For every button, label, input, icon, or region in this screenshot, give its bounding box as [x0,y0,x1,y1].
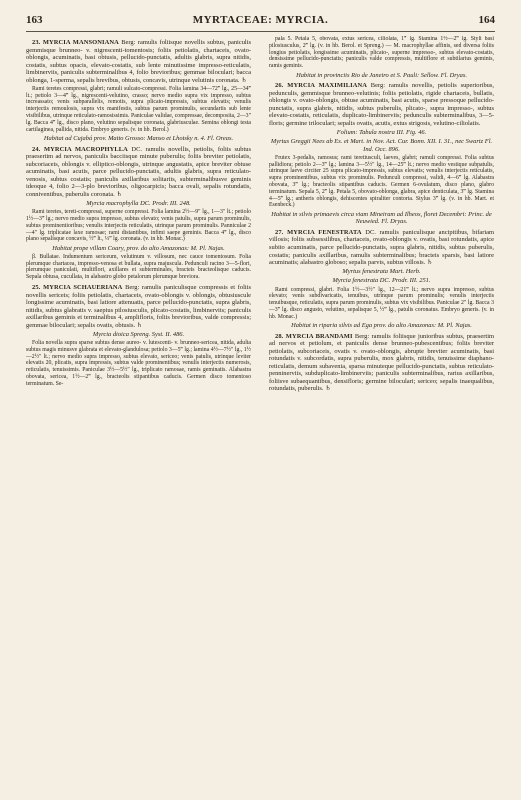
species-heading: 26. MYRCIA MAXIMILIANA [275,82,367,90]
paragraph-text: Rami teretes, tereti-compressi, superne compressi. Folia lamina 2½—9″ lg., 1—3″ lt.; petiolo 1½—3‴ lg.; nervo medio supra impresso, subtus elevato; venis patulis, supra parum prominulis, subtus prominentioribus; venulis interjectis reticulatis, utrinque parum prominulis. Panniculae 2—4″ lg. triplicatae laxe ramosae; rami distantibus, infimi saepe geminis. Bacca 4‴ lg., disco plano sepalisque concavis, ½‴ lt., ⅓‴ lg. coronata. (v. in hb. Monac.) [26,209,251,243]
paragraph-text: Frutex 3-pedalis, ramosus; rami teretiusculi, laeves, glabri; ramuli compressi. Folia subtus pallidiora; petiolo 2—3‴ lg.; lamina 3—5½″ lg., 14—25‴ lt.; nervo medio vestique subpatulis, utrinque laeve circiter 25 supra plicato-impressis, subtus elevatis; venulis interjectis reticulatis, supra prominentibus, subtus vix prominulis. Pedunculi compressi, validi, 4—6‴ lg. Alabastra obovata, 3‴ lg.; bracteolis stipantibus caducis. Germen 6-ovulatum, disco plano, glabro terminatum. Sepala 5, 2‴ lg. Petala 5, obovato-oblonga, glabra, apice denticulata, 3‴ lg. Stamina 4—5‴ lg.; antheris oblongis, dehiscentes spiraliter contorta. Stylus 3‴ lg. (v. in hb. Mart. et Esenbeck.) [269,154,494,209]
running-header [26,14,495,30]
left-paragraph [26,86,251,134]
right-paragraph [269,211,494,226]
page-number-right: 164 [478,14,495,26]
left-text-column [26,36,251,791]
right-paragraph [269,333,494,393]
right-text-column [269,36,494,791]
paragraph-text: Folium: Tabula nostra III. Fig. 46. [336,129,427,136]
species-heading: 27. MYRCIA FENESTRATA [275,228,362,236]
paragraph-text: Berg: ramulis novellis, petiolis superioribus, pedunculis, gemmisque brunneo-velutinis; foliis petiolatis, rigide chartaceis, bullatis, oblongis v. ovato-oblongis, obtuse acuminatis, basi acutis, sparse pressoque pellucido-punctatis, supra glabris, nitidis, subtus puberulis, plicato-, supra impresso-, subtus elevato-costatis, reticulatis, duplicato-limbinerviis; pedunculis subterminalibus, 3—5-floris; germine triloculari; sepalis ovatis, acutis, extus strigosis, velutino-ciliolatis. [269,82,494,127]
paragraph-text: Myrcia fenestrata DC. Prodr. III. 251. [332,277,431,285]
right-paragraph [269,268,494,276]
species-heading: 28. MYRCIA BRANDAMI [275,332,353,340]
paragraph-text: Myrcia macrophylla DC. Prodr. III. 248. [86,200,191,208]
right-paragraph [269,277,494,285]
left-paragraph [26,39,251,84]
right-paragraph [269,36,494,70]
paragraph-text: pala 5. Petala 5, obovata, extus sericea, ciliolata, 1‴ lg. Stamina 1½—2‴ lg. Styli basi pilosiusculus, 2‴ lg. (v. in hb. Berol. et Spreng.) — M. macrophyllae affinis, sed diversa foliis longius petiolatis, longissime acuminatis, plicato-, superne impresso-, subtus elevato-costatis, densissime pellucido-punctatis; paniculis valde compressis, multiflore et subtilarius geminis, ramis geminis. [269,36,494,70]
paragraph-text: DC. ramulis novellis, petiolis, foliis subtus praesertim ad nervos, paniculis bacciisque minute puberulis; foliis breviter petiolatis, subcoriaceis, oblongis v. elliptico-oblongis, utrinque angustatis, apice breviter obtuse acuminatis, basi acutis, parce pellucido-punctatis, adultis glabris, supra reticulato-venosis, subtus costatis; paniculis axillaribus solitariis, subterminalibusve geminis ideoque 4, folio 2—3-plo brevioribus, oligocarpicis; bacca ovali, sepalis rotundatis, conniventibus, puberulis coronata. ♄ [26,145,251,198]
right-paragraph [269,229,494,267]
left-paragraph [26,340,251,388]
paragraph-text: Rami compressi, glabri. Folia 1½—3½″ lg., 12—21‴ lt.; nervo supra impresso, subtus elevato; venis subdivaricatis, tenuibus, utrinque parum prominulis; venulis interjectis tenuibusque, reticulatis, supra parum prominulis, subtus vix visibilibus. Paniculae 2″ lg. Bacca 3—3‴ lg. disco angusto, velutino, sepalisque 5, ½‴ lg., patulis coronatus. Embryo generis. (v. in hb. Monac.) [269,286,494,320]
paragraph-text: Habitat in provinciis Rio de Janeiro et S. Pauli: Sellow. Fl. Dryas. [296,71,467,79]
paragraph-text: Habitat in silvis primaevis circa viam Mineiram ad Ilheos, floret Decembri: Princ. de Neuwied. Fl. Dryas. [271,210,492,226]
paragraph-text: Myrtus fenestrata Mart. Herb. [342,268,421,276]
left-paragraph [26,331,251,339]
right-paragraph [269,72,494,80]
paragraph-text: Berg: ramulis foliisque novellis subtus, paniculis gemmisque brunneo- v. nigrescenti-tomentosis; foliis petiolatis, chartaceis, ovato-oblongis, acuminatis, basi obtusis, pellucido-punctatis, adultis glabris, supra nitidis, costatis, subtus opacis, elevato-costatis, sub lente minutissime impresso-reticulatis, limbinerviis, paniculis subterminalibus 4, folio brevioribus; gemmae biloculari; bacca oblonga, 1-sperma, sepalis brevibus, obtusis, concavis, utrinque velutinis coronata. ♄ [26,39,251,84]
paragraph-text: Habitat prope villam Coary, prov. do alto Amazonas: M. Pl. Najas. [52,244,225,252]
left-paragraph [26,146,251,199]
paragraph-text: β. Bullatae. Indumentum sericeum, velutinum v. villosum, nec cauce tomentosum. Folia plerumque chartacea, impresso-venosa et bullata, supra majuscula. Pedunculi racino 3—5-flori, plerumque paniculati, multiflori, axillares et subterminales, bracteis bracteolisque caducis. Sepala obtusa, cucullata, in alabastro globo petalorum plerumque breviora. [26,253,251,281]
right-paragraph [269,129,494,137]
page-number-left: 163 [26,14,43,26]
left-paragraph [26,209,251,243]
paragraph-text: DC. ramulis paniculisque ancipitibus, bifariam villosis; foliis subsessilibus, chartaceis, ovato-oblongis v. ovatis, basi rotundatis, apice subito acuminatis, parce pellucido-punctatis, supra glabris, nitidis, subtus puberulis, costatis; paniculis axillaribus, ramulis subterminalibus; bracteis sparsis, basi latiore acuminatis; alabastro globoso; sepalis parvis, subtus villosis. ♄ [269,228,494,267]
paragraph-text: Berg: ramulis paniculisque compressis et foliis novellis sericeis; foliis petiolatis, chartaceis, ovato-oblongis v. oblongis, obtusiuscule longissime acuminatis, basi latiore attenuatis, parce pellucido-punctatis, supra glabris, nitidis, subtus glabratis v. saepius pilosiusculis, plicato-costatis, limbinerviis; paniculis axillaribus geminis et terminalibus 4, amplifloris, foliis brevioribus, valde compressis; gemmae biloculari; sepalis ovatis, obtusis. ♄ [26,284,251,329]
header-rule [26,31,495,32]
left-paragraph [26,284,251,329]
paragraph-text: Myrcia dioica Spreng. Syst. II. 486. [92,330,185,338]
left-paragraph [26,200,251,208]
left-paragraph [26,135,251,143]
paragraph-text: Rami teretes compressi, glabri; ramuli sulcato-compressi. Folia lamina 34—72‴ lg., 25—34‴ lt.; petiolo 3—4‴ lg., nigrescenti-velutino, crasso; nervo medio supra vix impresso, subtus increassato; venis subparallelis, remotis, supra plicato-impressis, subtus elevatis; venulis interjectis remoulosis, supra vix manifestis, subtus parum prominulis, secundariis sub lente visibilibus, utrinque reticulato-ramosissimis. Paniculae validae, compressae, decomposita, 2—3″ lg. Bacca 4‴ lg., disco plano, velutino sepalisque coronata, glabriusculae. Semina oblongi testa cartilaginea, pallida, nitida. Embryo generis. (v. in hb. Berol.) [26,85,251,133]
species-heading: 24. MYRCIA MACROPHYLLA [32,145,128,153]
right-paragraph [269,82,494,127]
species-heading: 25. MYRCIA SCHAUERIANA [32,284,123,292]
paragraph-text: Berg: ramulis foliisque junioribus subtus, praesertim ad nervos et petiolum, et paniculis dense brunneo-pubescentibus; foliis breviter petiolatis, subcoriaceis, ovatis v. ovato-oblongis, abrupte breviter acuminatis, basi rotundatis v. subcordatis, supra puberulis, mox glabris, nitidis, tenuissime diaphano-reticulatis, demum subavenia, sparsa minuteque pellucido-punctatis, subtus reticulato-penninerviis, subduplicato-limbinerviis; paniculis subterminalibus, rarius axillaribus, foliisve subaequantibus, densifloris; germine biloculari; sericeo; sepalis inaequalibus, rotundatis, puberulis. ♄ [269,332,494,393]
right-paragraph [269,138,494,153]
running-title: MYRTACEAE: MYRCIA. [192,14,329,26]
paragraph-text: Habitat ad Cujabá prov. Matto Grosso: Manso et Lhotsky n. 4. Fl. Oreas. [43,135,234,143]
left-paragraph [26,254,251,281]
species-heading: 23. MYRCIA MANSONIANA [32,39,119,46]
paragraph-text: Myrtus Greggii Nees ab Es. et Mart. in Nov. Act. Cur. Bonn. XII. I. 31., nec Swartz Fl. Ind. Occ. 896. [270,138,493,153]
right-paragraph [269,287,494,321]
right-paragraph [269,322,494,330]
paragraph-text: Folia novella supra sparse subtus dense aureo- v. lutescenti- v. brunneo-sericea, nitida, adulta subtus magis minusve glabrata et elevato-glandulosa; petiolo 3—5‴ lg.; lamina 4½—7½″ lg., 1½—2½″ lt.; nervo medio supra impresso, subtus elevato, sericeo; venis patulis, utrinque leviter elevatis 20, plicatis, supra impressis, subtus valde prominentibus; venulis interjectis numerosis, reticulatis, tenuissimis. Paniculae 3½—5½″ lg., triplicato ramosae, ramis geminatis. Alabastra obovata, sericea, 1½—2‴ lg., bracteolis stipantibus caducis. Germen disco tomentoso terminatum. Se- [26,340,251,387]
paragraph-text: Habitat in riparia silvis ad Ega prov. do alto Amazonas: M. Pl. Najas. [291,322,472,330]
right-paragraph [269,155,494,209]
left-paragraph [26,245,251,253]
